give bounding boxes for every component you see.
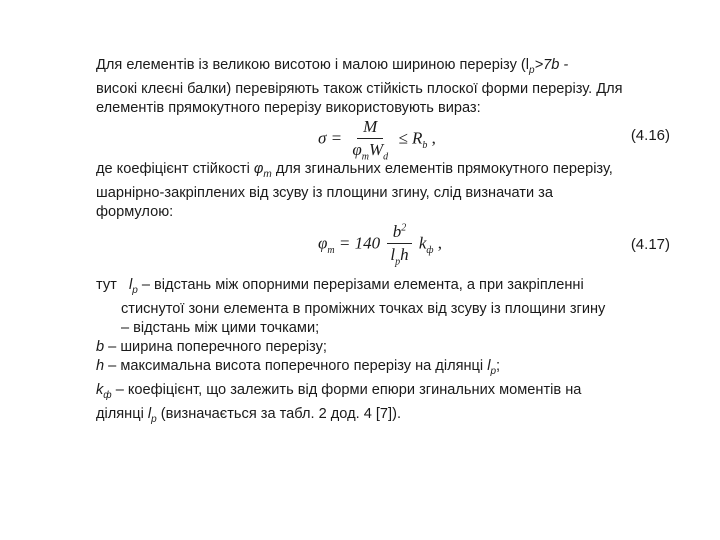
intro-line-1: Для елементів із великою висотою і малою шириною перерізу ($l_p>7b$ -: [96, 57, 569, 76]
mid-line-1: де коефіцієнт стійкості $\varphi_m$ для згинальних елементів прямокутного перерізу,: [96, 161, 613, 180]
intro-paragraph: [96, 56, 669, 118]
definition-b: b – ширина поперечного перерізу;: [96, 338, 327, 355]
equation-4-16: σ = $\frac{M}{\varphi_mW_d}$ ≤ $R_b$ ,: [318, 117, 436, 163]
definition-kf: $k_ф$ – коефіцієнт, що залежить від форми епюри згинальних моментів на: [96, 381, 582, 401]
intro-line-2: високі клеєні балки) перевіряють також стійкість плоскої форми перерізу. Для: [96, 80, 623, 97]
mid-line-3: формулою:: [96, 203, 174, 220]
definition-lp-line-3: – відстань між цими точками;: [121, 319, 320, 336]
definition-lp-line-2: стиснутої зони елемента в проміжних точках від зсуву із площини згину: [121, 300, 606, 317]
equation-4-17: $\varphi_m = 140$ $\frac{b^2}{l_ph}$ $k_ф$ ,: [318, 222, 443, 268]
definition-lp: тут $l_p$ – відстань між опорними перерізами елемента, а при закріпленні: [96, 277, 584, 296]
mid-line-2: шарнірно-закріплених від зсуву із площини згину, слід визначати за: [96, 184, 553, 201]
definitions-list: [96, 276, 669, 429]
definition-kf-line-2: ділянці $l_p$ (визначається за табл. 2 дод. 4 [7]).: [96, 405, 402, 425]
eq1-fraction: $\frac{M}{\varphi_mW_d}$: [352, 117, 389, 163]
equation-number-4-16: (4.16): [630, 127, 670, 144]
mid-paragraph: [96, 160, 669, 222]
intro-line-3: елементів прямокутного перерізу використовують вираз:: [96, 99, 481, 116]
equation-number-4-17: (4.17): [630, 236, 670, 253]
eq2-fraction: $\frac{b^2}{l_ph}$: [384, 222, 414, 267]
definition-h: h – максимальна висота поперечного перерізу на ділянці $l_p$;: [96, 357, 501, 377]
